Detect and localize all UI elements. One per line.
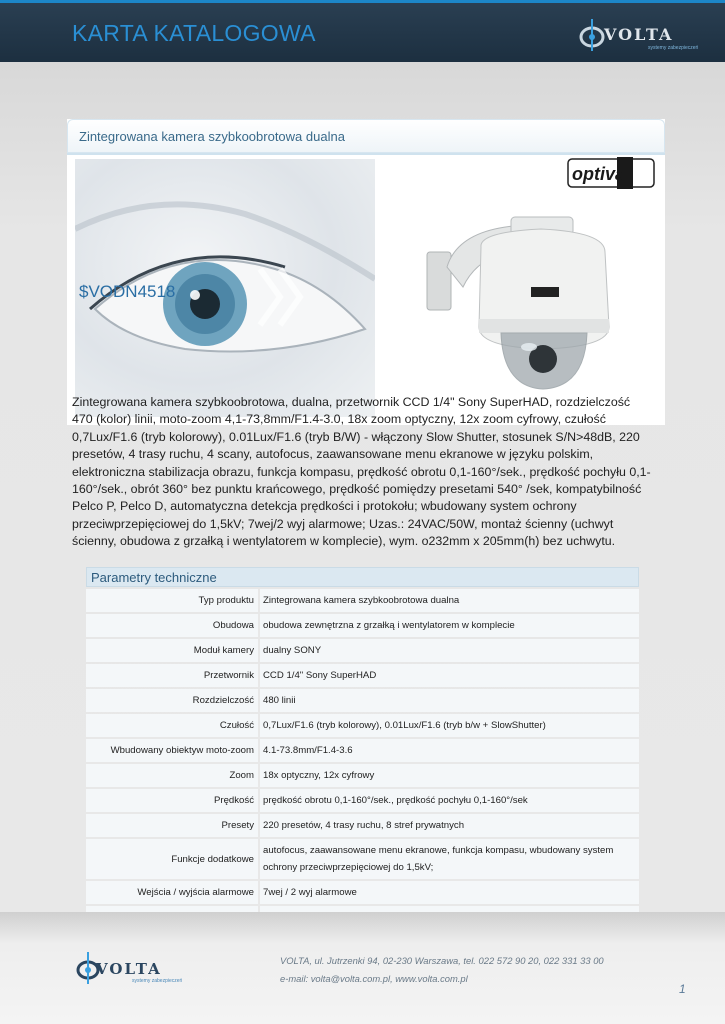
- footer-volta-logo-text: VOLTA: [96, 960, 162, 978]
- param-label: Funkcje dodatkowe: [86, 839, 258, 879]
- product-card-tab: [67, 119, 665, 155]
- volta-logo-subtext: systemy zabezpieczeń: [648, 45, 699, 51]
- param-value: 4.1-73.8mm/F1.4-3.6: [258, 739, 639, 762]
- optiva-logo-text: optiva: [572, 164, 626, 184]
- param-label: Typ produktu: [86, 589, 258, 612]
- volta-logo-text: VOLTA: [604, 25, 674, 44]
- param-value: 220 presetów, 4 trasy ruchu, 8 stref prywatnych: [258, 814, 639, 837]
- params-row: [86, 789, 639, 812]
- param-value: 7wej / 2 wyj alarmowe: [258, 881, 639, 904]
- page-footer: [0, 912, 725, 1024]
- param-value: dualny SONY: [258, 639, 639, 662]
- page-header: [0, 0, 725, 62]
- param-label: Obudowa: [86, 614, 258, 637]
- params-row: [86, 739, 639, 762]
- document-title: KARTA KATALOGOWA: [72, 20, 316, 46]
- params-row: [86, 639, 639, 662]
- param-label: Czułość: [86, 714, 258, 737]
- params-row: [86, 814, 639, 837]
- param-label: Wbudowany obiektyw moto-zoom: [86, 739, 258, 762]
- product-description: Zintegrowana kamera szybkoobrotowa, dualna, przetwornik CCD 1/4" Sony SuperHAD, rozdzielczość 470 (kolor) linii, moto-zoom 4,1-73,8mm/F1.4-3.0, 18x zoom optyczny, 12x zoom cyfrowy, czułość 0,7Lux/F1.6 (tryb kolorowy), 0.01Lux/F1.6 (tryb B/W) - włączony Slow Shutter, stosunek S/N>48dB, 220 presetów, 4 trasy ruchu, 4 scany, autofocus, zaawansowane menu ekranowe w języku polskim, elektroniczna stabilizacja obrazu, funkcja kompasu, prędkość obrotu 0,1-160°/sek., prędkość pochyłu 0,1-160°/sek., obrót 360° bez punktu krańcowego, prędkość pomiędzy presetami 540° /sek, kompatybilność Pelco P, Pelco D, automatyczna detekcja prędkości i protokołu; wbudowany system ochrony przeciwprzepięciowej do 1,5kV; 7wej/2 wyj alarmowe; Uzas.: 24VAC/50W, montaż ścienny (uchwyt ścienny, obudowa z grzałką i wentylatorem w komplecie), wym. o232mm x 205mm(h) bez uchwytu.: [72, 395, 651, 549]
- param-value: Zintegrowana kamera szybkoobrotowa dualna: [258, 589, 639, 612]
- param-label: Presety: [86, 814, 258, 837]
- camera-product-image: [419, 207, 619, 407]
- param-label: Rozdzielczość: [86, 689, 258, 712]
- param-label: Moduł kamery: [86, 639, 258, 662]
- params-row: [86, 664, 639, 687]
- param-value: autofocus, zaawansowane menu ekranowe, funkcja kompasu, wbudowany system ochrony przeciwprzepięciowej do 1,5kV;: [258, 839, 639, 879]
- param-value: 480 linii: [258, 689, 639, 712]
- param-label: Przetwornik: [86, 664, 258, 687]
- param-label: Prędkość: [86, 789, 258, 812]
- company-address: VOLTA, ul. Jutrzenki 94, 02-230 Warszawa, tel. 022 572 90 20, 022 331 33 00: [280, 955, 604, 966]
- params-row: [86, 881, 639, 904]
- page-number: 1: [679, 982, 686, 996]
- params-row: [86, 714, 639, 737]
- footer-volta-logo: [76, 948, 206, 988]
- param-label: Wejścia / wyjścia alarmowe: [86, 881, 258, 904]
- param-value: 0,7Lux/F1.6 (tryb kolorowy), 0.01Lux/F1.6 (tryb b/w + SlowShutter): [258, 714, 639, 737]
- param-label: Zoom: [86, 764, 258, 787]
- footer-volta-logo-subtext: systemy zabezpieczeń: [132, 978, 183, 984]
- product-subtitle: Zintegrowana kamera szybkoobrotowa dualna: [79, 129, 345, 144]
- company-contact: e-mail: volta@volta.com.pl, www.volta.com.pl: [280, 973, 468, 984]
- optiva-logo-icon: [567, 156, 655, 190]
- optiva-logo: [567, 156, 655, 190]
- params-row: [86, 589, 639, 612]
- param-value: CCD 1/4" Sony SuperHAD: [258, 664, 639, 687]
- params-row: [86, 614, 639, 637]
- params-title: Parametry techniczne: [86, 567, 639, 587]
- params-row: [86, 839, 639, 879]
- param-value: prędkość obrotu 0,1-160°/sek., prędkość pochyłu 0,1-160°/sek: [258, 789, 639, 812]
- product-code: $VODN4518: [79, 282, 176, 301]
- params-row: [86, 689, 639, 712]
- product-card: [67, 119, 665, 425]
- param-value: obudowa zewnętrzna z grzałką i wentylatorem w komplecie: [258, 614, 639, 637]
- volta-logo: [578, 15, 718, 55]
- param-value: 18x optyczny, 12x cyfrowy: [258, 764, 639, 787]
- params-row: [86, 764, 639, 787]
- speed-dome-camera-icon: [419, 207, 619, 407]
